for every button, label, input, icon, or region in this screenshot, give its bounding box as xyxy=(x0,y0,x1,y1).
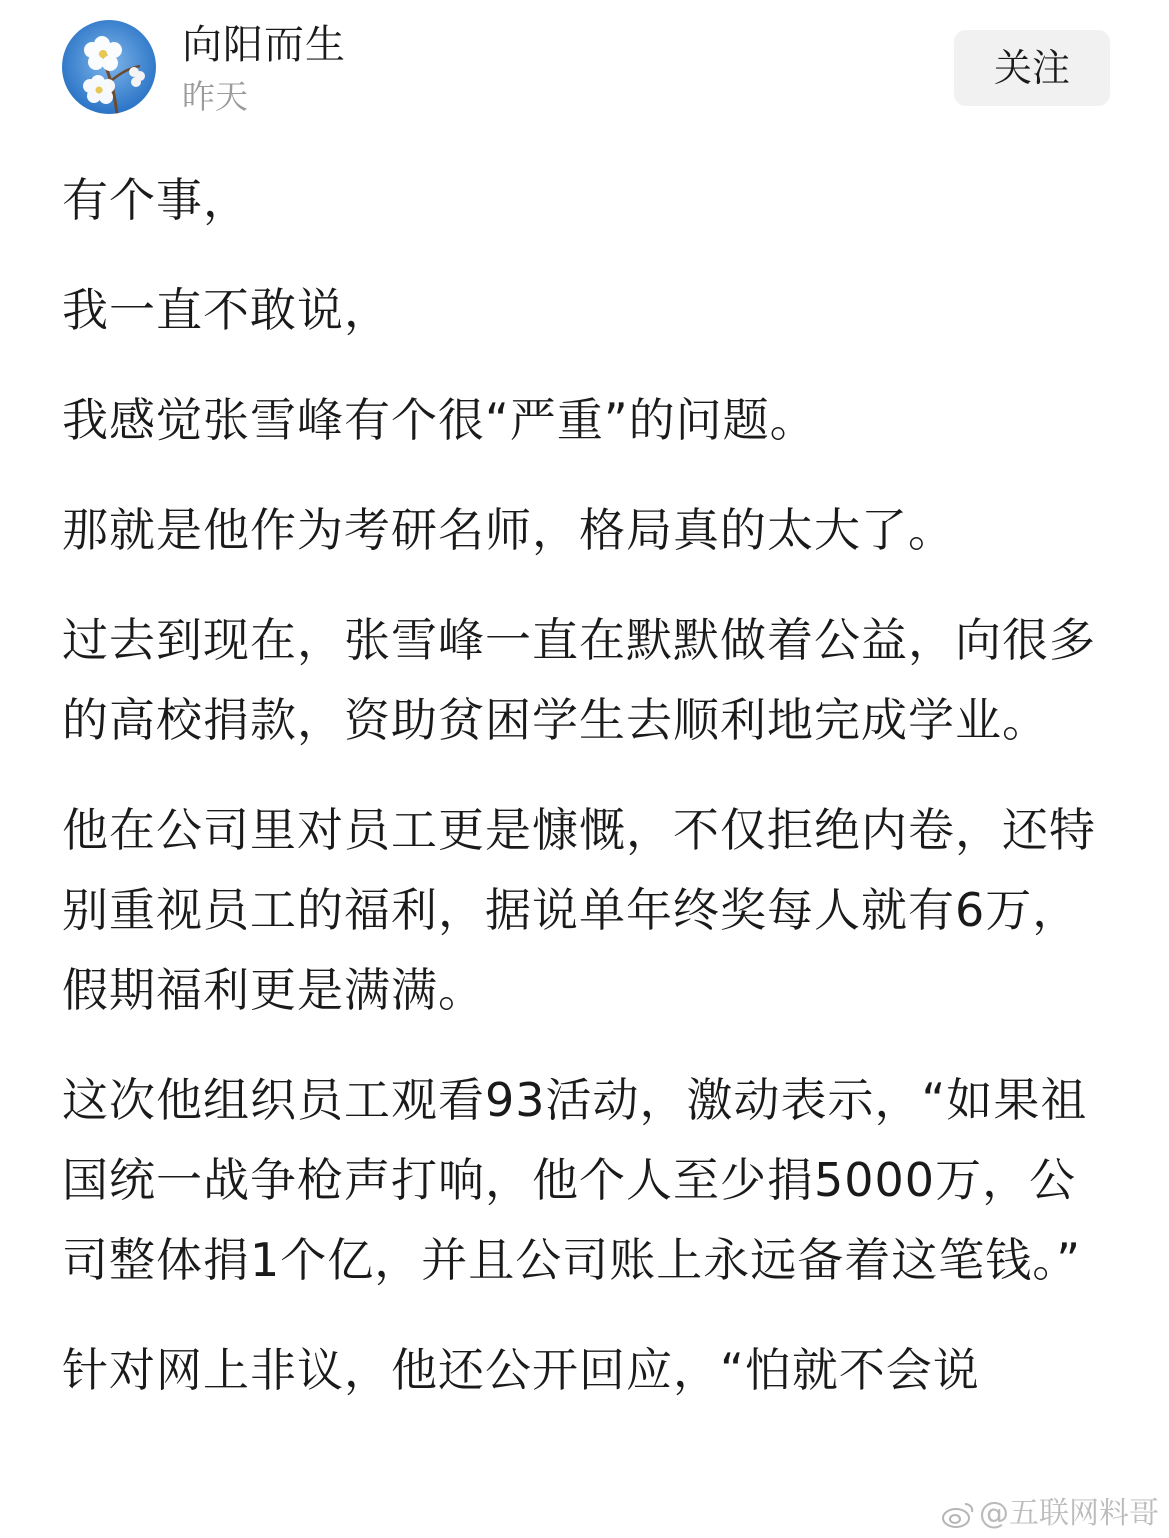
post-paragraph: 这次他组织员工观看93活动，激动表示，“如果祖国统一战争枪声打响，他个人至少捐5000万，公司整体捐1个亿，并且公司账上永远备着这笔钱。” xyxy=(62,1073,1088,1287)
author-avatar[interactable] xyxy=(62,20,156,114)
post-paragraph: 我一直不敢说， xyxy=(62,283,391,337)
post-paragraph: 过去到现在，张雪峰一直在默默做着公益，向很多的高校捐款，资助贫困学生去顺利地完成学业。 xyxy=(62,613,1096,747)
watermark xyxy=(941,1494,1159,1534)
post-paragraph: 针对网上非议，他还公开回应，“怕就不会说 xyxy=(62,1343,980,1397)
follow-button[interactable]: 关注 xyxy=(954,30,1110,106)
post-header xyxy=(0,0,1169,130)
post-paragraph: 有个事， xyxy=(62,173,250,227)
author-name[interactable]: 向阳而生 xyxy=(182,22,346,68)
post-paragraph: 那就是他作为考研名师，格局真的太大了。 xyxy=(62,503,955,557)
plum-blossom-icon xyxy=(62,20,156,114)
post-time: 昨天 xyxy=(182,77,248,116)
post-paragraph: 他在公司里对员工更是慷慨，不仅拒绝内卷，还特别重视员工的福利，据说单年终奖每人就有6万，假期福利更是满满。 xyxy=(62,803,1096,1017)
post-paragraph: 我感觉张雪峰有个很“严重”的问题。 xyxy=(62,393,817,447)
weibo-icon xyxy=(941,1499,975,1529)
post-body xyxy=(62,160,1122,1440)
watermark-text: @五联网料哥 xyxy=(979,1496,1159,1531)
